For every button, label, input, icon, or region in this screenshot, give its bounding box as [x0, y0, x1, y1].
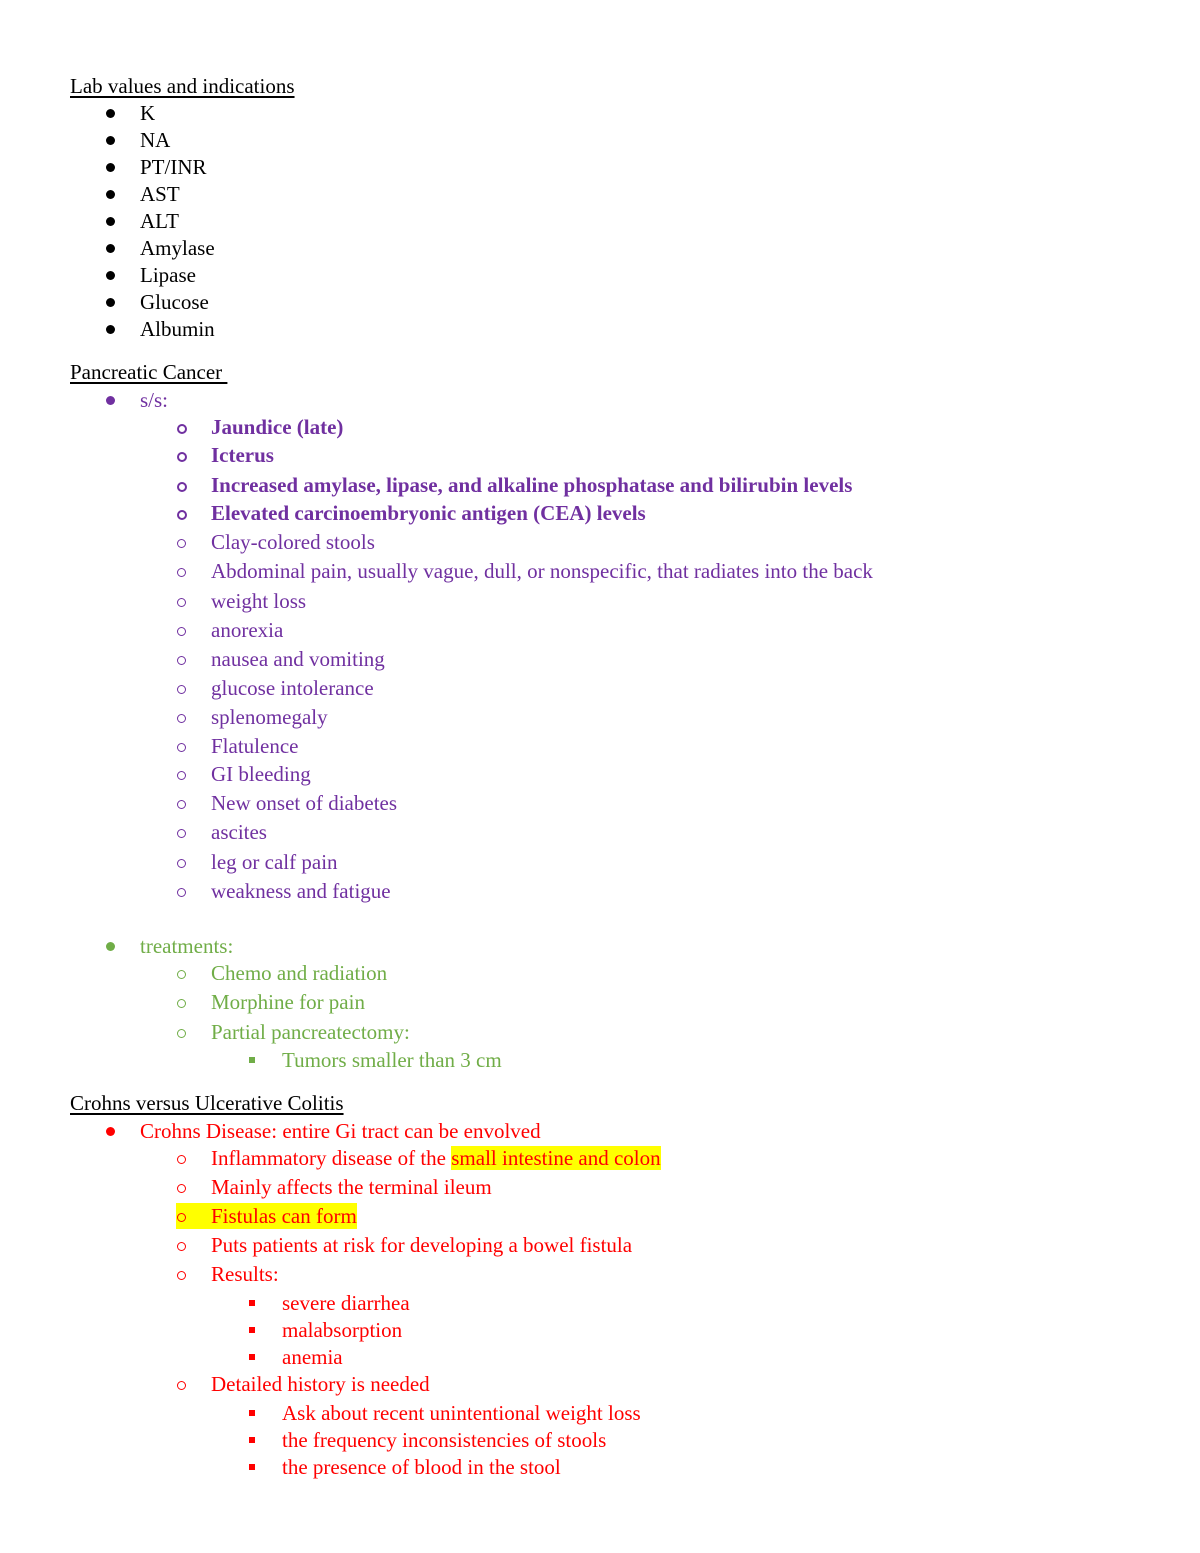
- bullet-circle-icon: [177, 510, 187, 520]
- bullet-circle-icon: [177, 771, 186, 780]
- bullet-disc-icon: [106, 217, 115, 226]
- bullet-circle-icon: [177, 568, 186, 577]
- results-item: malabsorption: [282, 1317, 402, 1343]
- bullet-disc-icon: [106, 136, 115, 145]
- bullet-circle-icon: [177, 1184, 186, 1193]
- bullet-disc-icon: [106, 190, 115, 199]
- bullet-disc-icon: [106, 271, 115, 280]
- treatments-label: treatments:: [140, 933, 233, 959]
- bullet-disc-icon: [106, 163, 115, 172]
- bullet-circle-icon: [177, 743, 186, 752]
- lab-item: NA: [140, 127, 170, 153]
- bullet-square-icon: [249, 1354, 255, 1360]
- bullet-circle-icon: [177, 1155, 186, 1164]
- bullet-disc-icon: [106, 298, 115, 307]
- bullet-disc-icon: [106, 1127, 115, 1136]
- history-item: Ask about recent unintentional weight loss: [282, 1400, 641, 1426]
- bullet-circle-icon: [177, 888, 186, 897]
- bullet-circle-icon: [177, 1213, 186, 1222]
- crohns-item-highlighted: Fistulas can form: [176, 1203, 357, 1229]
- ss-bold-item: Jaundice (late): [211, 414, 343, 440]
- bullet-disc-icon: [106, 942, 115, 951]
- treatment-item: Morphine for pain: [211, 989, 365, 1015]
- ss-item: New onset of diabetes: [211, 790, 397, 816]
- ss-item: Flatulence: [211, 733, 298, 759]
- ss-bold-item: Increased amylase, lipase, and alkaline phosphatase and bilirubin levels: [211, 472, 852, 498]
- bullet-circle-icon: [177, 1381, 186, 1390]
- bullet-circle-icon: [177, 1029, 186, 1038]
- bullet-circle-icon: [177, 627, 186, 636]
- lab-item: AST: [140, 181, 180, 207]
- ss-item: glucose intolerance: [211, 675, 374, 701]
- bullet-square-icon: [249, 1057, 255, 1063]
- bullet-disc-icon: [106, 244, 115, 253]
- bullet-circle-icon: [177, 1271, 186, 1280]
- bullet-square-icon: [249, 1410, 255, 1416]
- history-item: the frequency inconsistencies of stools: [282, 1427, 606, 1453]
- bullet-circle-icon: [177, 482, 187, 492]
- bullet-disc-icon: [106, 325, 115, 334]
- highlighted-text: small intestine and colon: [451, 1146, 661, 1170]
- crohns-item: Mainly affects the terminal ileum: [211, 1174, 492, 1200]
- lab-item: Albumin: [140, 316, 215, 342]
- bullet-circle-icon: [177, 598, 186, 607]
- treatment-item: Chemo and radiation: [211, 960, 387, 986]
- lab-item: K: [140, 100, 155, 126]
- bullet-disc-icon: [106, 109, 115, 118]
- ss-item: splenomegaly: [211, 704, 328, 730]
- inflammatory-prefix: Inflammatory disease of the: [211, 1146, 452, 1170]
- bullet-circle-icon: [177, 829, 186, 838]
- ss-item: weakness and fatigue: [211, 878, 391, 904]
- ss-item: GI bleeding: [211, 761, 311, 787]
- bullet-square-icon: [249, 1464, 255, 1470]
- results-item: anemia: [282, 1344, 343, 1370]
- ss-item: anorexia: [211, 617, 283, 643]
- crohns-vs-uc-heading: Crohns versus Ulcerative Colitis: [70, 1091, 344, 1115]
- crohns-item: [211, 1145, 661, 1171]
- ss-item: Clay-colored stools: [211, 529, 375, 555]
- bullet-square-icon: [249, 1300, 255, 1306]
- treatment-sub-item: Tumors smaller than 3 cm: [282, 1047, 502, 1073]
- bullet-circle-icon: [177, 999, 186, 1008]
- bullet-circle-icon: [177, 656, 186, 665]
- ss-item: ascites: [211, 819, 267, 845]
- bullet-circle-icon: [177, 685, 186, 694]
- ss-item: weight loss: [211, 588, 306, 614]
- lab-item: Amylase: [140, 235, 215, 261]
- bullet-circle-icon: [177, 1242, 186, 1251]
- lab-item: Glucose: [140, 289, 209, 315]
- lab-item: Lipase: [140, 262, 196, 288]
- ss-label: s/s:: [140, 387, 168, 413]
- pancreatic-cancer-heading: Pancreatic Cancer: [70, 360, 228, 384]
- bullet-square-icon: [249, 1437, 255, 1443]
- crohns-label: Crohns Disease: entire Gi tract can be envolved: [140, 1118, 541, 1144]
- bullet-circle-icon: [177, 452, 187, 462]
- bullet-disc-icon: [106, 396, 115, 405]
- treatment-item: Partial pancreatectomy:: [211, 1019, 410, 1045]
- crohns-item: Detailed history is needed: [211, 1371, 430, 1397]
- bullet-circle-icon: [177, 714, 186, 723]
- crohns-item: Results:: [211, 1261, 279, 1287]
- bullet-circle-icon: [177, 539, 186, 548]
- bullet-circle-icon: [177, 424, 187, 434]
- crohns-item: Puts patients at risk for developing a bowel fistula: [211, 1232, 632, 1258]
- bullet-circle-icon: [177, 970, 186, 979]
- ss-bold-item: Icterus: [211, 442, 274, 468]
- lab-item: ALT: [140, 208, 179, 234]
- bullet-circle-icon: [177, 859, 186, 868]
- ss-bold-item: Elevated carcinoembryonic antigen (CEA) levels: [211, 500, 646, 526]
- history-item: the presence of blood in the stool: [282, 1454, 561, 1480]
- bullet-square-icon: [249, 1327, 255, 1333]
- bullet-circle-icon: [177, 800, 186, 809]
- lab-item: PT/INR: [140, 154, 207, 180]
- ss-item: leg or calf pain: [211, 849, 338, 875]
- lab-values-heading: Lab values and indications: [70, 74, 295, 98]
- results-item: severe diarrhea: [282, 1290, 410, 1316]
- ss-item: Abdominal pain, usually vague, dull, or nonspecific, that radiates into the back: [211, 558, 873, 584]
- ss-item: nausea and vomiting: [211, 646, 385, 672]
